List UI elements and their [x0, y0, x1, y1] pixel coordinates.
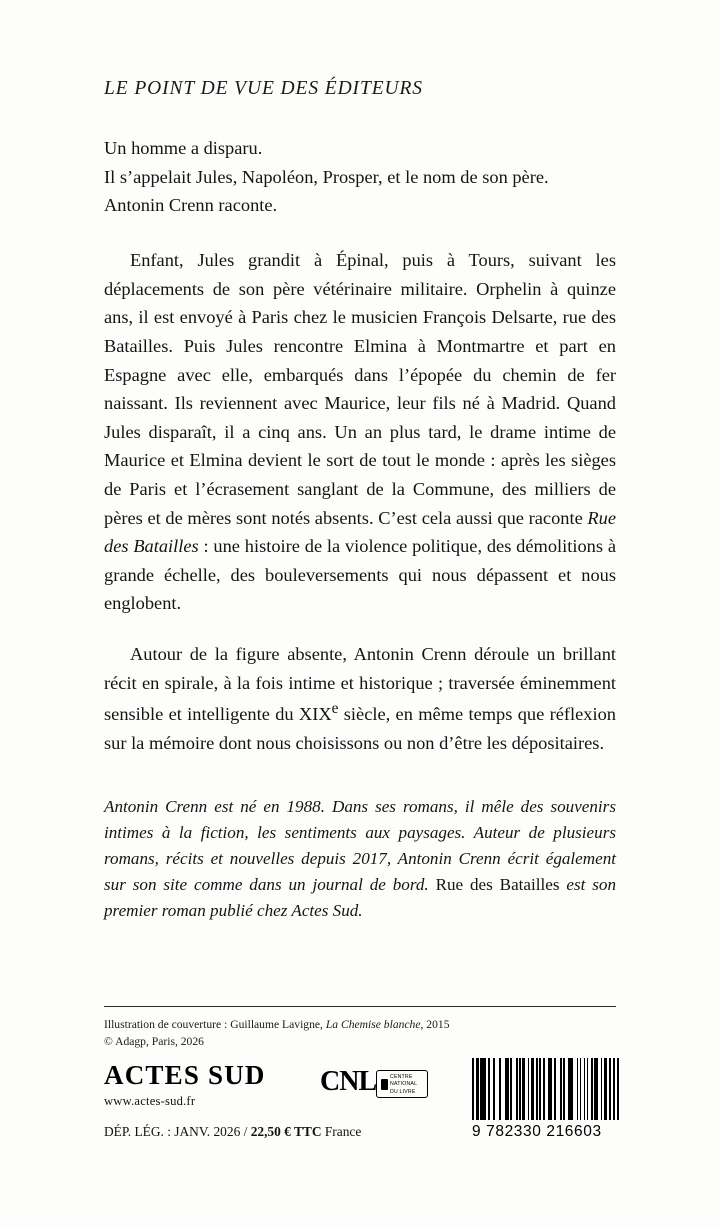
cnl-mark-text: CNL [320, 1066, 377, 1097]
legal-deposit-line [104, 1124, 361, 1140]
synopsis2-text-a: Autour de la figure absente, Antonin Crenn déroule un brillant récit en spirale, à la fois intime et historique ; traversée éminemment sensible et intelligente du XIX [104, 644, 616, 725]
lede-line-2: Il s’appelait Jules, Napoléon, Prosper, et le nom de son père. [104, 166, 549, 187]
publisher-website[interactable]: www.actes-sud.fr [104, 1094, 196, 1108]
publisher-block [104, 1062, 266, 1109]
book-title-italic: Rue des Batailles [104, 507, 616, 557]
cnl-caption-line-1: CENTRE [390, 1074, 413, 1080]
credit-artwork-title: La Chemise blanche [325, 1018, 421, 1031]
cnl-logo-caption [390, 1074, 417, 1096]
credit-prefix: Illustration de couverture : Guillaume Lavigne, [104, 1018, 326, 1031]
cnl-caption-line-3: DU LIVRE [390, 1088, 416, 1095]
synopsis2-text-b: siècle, en même temps que réflexion sur la mémoire dont nous choisissons ou non d’être les dépositaires. [104, 704, 616, 753]
text-block [104, 78, 616, 924]
barcode [472, 1058, 620, 1141]
page-title: LE POINT DE VUE DES ÉDITEURS [104, 78, 423, 99]
bio-text-a: Antonin Crenn est né en 1988. Dans ses romans, il mêle des souvenirs intimes à la fiction, les sentiments aux paysages. Auteur de plusieurs romans, récits et nouvelles depuis 2017, Antonin Crenn écrit également sur son site comme dans un journal de bord. [104, 796, 616, 895]
publisher-name: ACTES SUD [104, 1060, 266, 1090]
cover-credit-line [104, 1017, 624, 1034]
cnl-logo-box [376, 1070, 428, 1098]
copyright-line: © Adagp, Paris, 2026 [104, 1034, 204, 1048]
bio-text-b: est son premier roman publié chez Actes Sud. [104, 875, 617, 921]
synopsis-text-a: Enfant, Jules grandit à Épinal, puis à Tours, suivant les déplacements de son père vétérinaire militaire. Orphelin à quinze ans, il est envoyé à Paris chez le musicien François Delsarte, rue des Batailles. Puis Jules rencontre Elmina à Montmartre et part en Espagne avec elle, embarqués dans l’épopée du chemin de fer naissant. Ils reviennent avec Maurice, leur fils né à Madrid. Quand Jules disparaît, il a cinq ans. Un an plus tard, le drame intime de Maurice et Elmina devient le sort de tout le monde : après les sièges de Paris et l’écrasement sanglant de la Commune, des milliers de pères et de mères sont notés absents. C’est cela aussi que raconte [104, 250, 616, 528]
synopsis-paragraph-2 [104, 640, 616, 758]
cnl-logo-icon [320, 1068, 430, 1108]
isbn-number: 9 782330 216603 [472, 1123, 602, 1140]
synopsis-paragraph-1 [104, 246, 616, 618]
century-superscript: e [331, 700, 339, 718]
cnl-caption-line-2: NATIONAL [390, 1081, 418, 1088]
price: 22,50 € TTC [250, 1124, 322, 1139]
legal-suffix: France [321, 1124, 362, 1139]
cover-credits [104, 1017, 624, 1051]
bio-book-title: Rue des Batailles [435, 875, 560, 895]
author-bio [104, 794, 616, 925]
lede-line-1: Un homme a disparu. [104, 138, 263, 158]
synopsis-text-b: : une histoire de la violence politique, des démolitions à grande échelle, des bouleversements qui nous dépassent et nous englobent. [104, 536, 616, 614]
legal-prefix: DÉP. LÉG. : JANV. 2026 / [104, 1124, 251, 1139]
lede-block [104, 134, 616, 220]
divider [104, 1006, 616, 1007]
lede-line-3: Antonin Crenn raconte. [104, 195, 278, 216]
footer [104, 1062, 620, 1172]
credit-suffix: , 2015 [420, 1018, 450, 1031]
cnl-logo-dot [381, 1079, 388, 1090]
barcode-bars [472, 1058, 620, 1120]
